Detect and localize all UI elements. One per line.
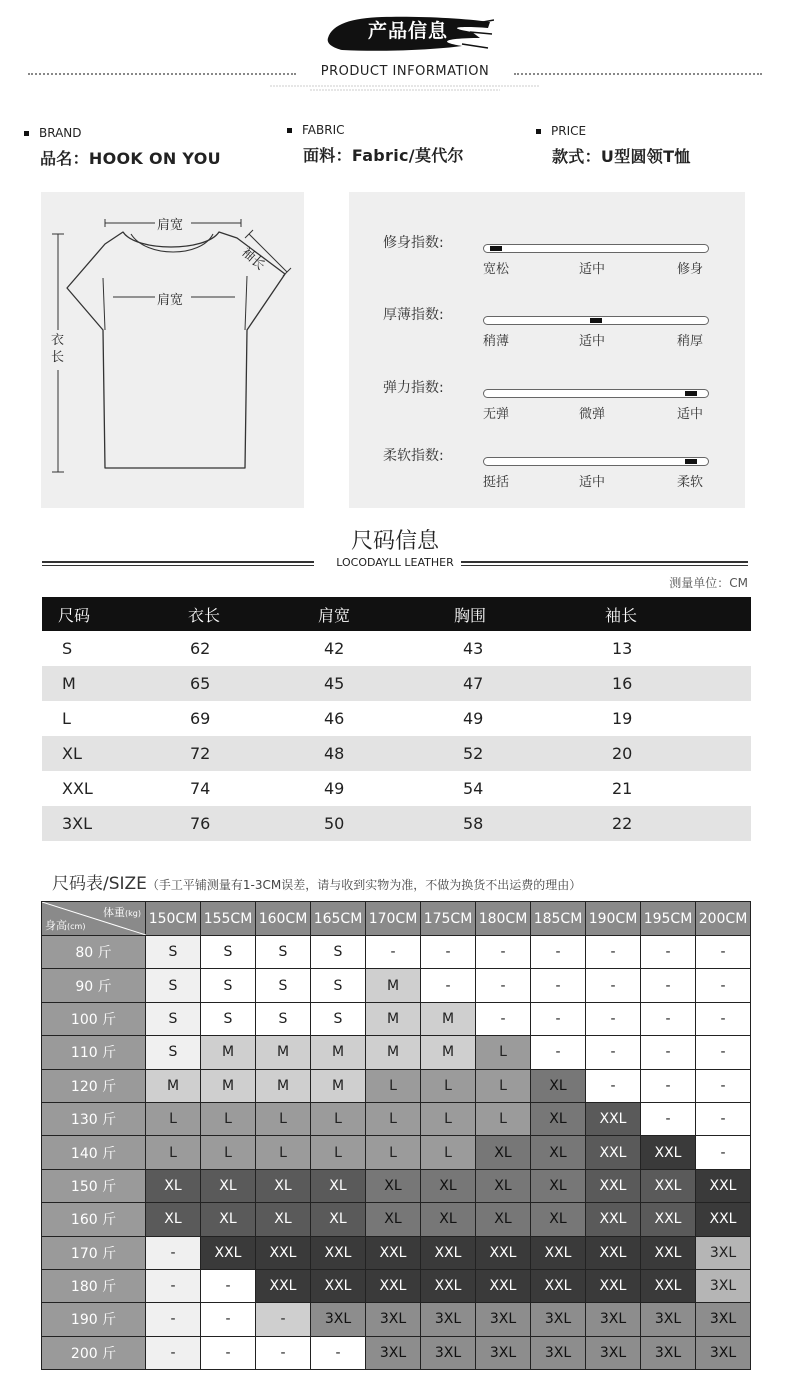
index-bar — [483, 457, 709, 466]
fabric-value: 面料：Fabric/莫代尔 — [303, 146, 464, 165]
height-column-header: 190CM — [586, 902, 641, 936]
size-recommendation-matrix — [41, 901, 751, 1370]
matrix-row — [42, 1169, 751, 1202]
index-label-low: 宽松 — [483, 262, 510, 277]
size-cell: L — [256, 1102, 311, 1135]
size-cell: L — [201, 1102, 256, 1135]
index-label-low: 无弹 — [483, 407, 510, 422]
column-header: 胸围 — [454, 605, 487, 625]
weight-row-header: 190 斤 — [42, 1303, 146, 1336]
size-cell: - — [201, 1303, 256, 1336]
size-table — [42, 597, 751, 841]
fabric-index-panel — [349, 192, 745, 508]
size-cell: XXL — [476, 1236, 531, 1269]
size-cell: - — [421, 969, 476, 1002]
height-column-header: 170CM — [366, 902, 421, 936]
table-row — [42, 771, 751, 806]
column-header: 袖长 — [605, 605, 638, 625]
size-cell: XL — [256, 1169, 311, 1202]
table-cell: 46 — [324, 709, 345, 728]
weight-row-header: 110 斤 — [42, 1036, 146, 1069]
size-cell: L — [421, 1102, 476, 1135]
index-label-low: 挺括 — [483, 475, 510, 490]
matrix-row — [42, 1236, 751, 1269]
measurement-unit: 测量单位：CM — [669, 576, 748, 590]
table-cell: 13 — [612, 639, 633, 658]
height-column-header: 165CM — [311, 902, 366, 936]
size-cell: S — [256, 936, 311, 969]
size-cell: - — [696, 1136, 751, 1169]
index-name: 修身指数: — [383, 235, 444, 251]
size-cell: XXL — [641, 1269, 696, 1302]
size-chart-note: （手工平铺测量有1-3CM误差，请与收到实物为准，不做为换货不出运费的理由） — [146, 878, 582, 892]
height-column-header: 195CM — [641, 902, 696, 936]
weight-row-header: 140 斤 — [42, 1136, 146, 1169]
table-cell: XL — [62, 744, 82, 763]
height-column-header: 155CM — [201, 902, 256, 936]
corner-weight-label: 体重(kg) — [103, 906, 141, 919]
size-cell: 3XL — [641, 1336, 696, 1369]
size-cell: M — [311, 1036, 366, 1069]
matrix-row — [42, 969, 751, 1002]
size-cell: 3XL — [641, 1303, 696, 1336]
table-cell: 47 — [463, 674, 484, 693]
size-cell: 3XL — [586, 1303, 641, 1336]
size-cell: S — [201, 936, 256, 969]
brand-info — [24, 126, 221, 169]
size-cell: XXL — [586, 1269, 641, 1302]
weight-row-header: 90 斤 — [42, 969, 146, 1002]
size-chart-heading: 尺码表/SIZE — [52, 874, 147, 894]
index-marker — [685, 391, 697, 396]
table-row — [42, 806, 751, 841]
size-cell: XL — [531, 1169, 586, 1202]
table-cell: 58 — [463, 814, 484, 833]
size-cell: M — [201, 1069, 256, 1102]
matrix-row — [42, 1269, 751, 1302]
size-chart-title — [52, 869, 581, 894]
weight-row-header: 160 斤 — [42, 1203, 146, 1236]
size-cell: - — [696, 1002, 751, 1035]
size-cell: XL — [311, 1203, 366, 1236]
corner-height-label: 身高(cm) — [45, 919, 86, 932]
size-cell: - — [531, 969, 586, 1002]
size-cell: - — [366, 936, 421, 969]
size-cell: XL — [531, 1069, 586, 1102]
shoulder-label-mid: 肩宽 — [157, 293, 184, 308]
size-cell: XL — [531, 1203, 586, 1236]
size-cell: 3XL — [531, 1336, 586, 1369]
size-cell: - — [256, 1303, 311, 1336]
size-cell: XXL — [311, 1236, 366, 1269]
size-cell: XXL — [421, 1236, 476, 1269]
size-cell: - — [201, 1269, 256, 1302]
size-info-subtitle: LOCODAYLL LEATHER — [336, 556, 454, 569]
size-cell: XXL — [421, 1269, 476, 1302]
brand-label: BRAND — [39, 126, 82, 140]
table-cell: 74 — [190, 779, 211, 798]
index-bar — [483, 316, 709, 325]
page-title: 产品信息 — [367, 20, 448, 42]
table-cell: XXL — [62, 779, 93, 798]
table-row — [42, 736, 751, 771]
size-cell: - — [641, 1002, 696, 1035]
bullet-icon — [536, 129, 541, 134]
table-cell: 21 — [612, 779, 633, 798]
index-name: 弹力指数: — [383, 380, 444, 396]
size-cell: L — [366, 1136, 421, 1169]
size-cell: - — [696, 1069, 751, 1102]
brand-value: 品名：HOOK ON YOU — [40, 149, 221, 168]
size-cell: S — [311, 969, 366, 1002]
height-column-header: 160CM — [256, 902, 311, 936]
price-label: PRICE — [551, 124, 587, 138]
index-marker — [590, 318, 602, 323]
size-cell: - — [641, 1102, 696, 1135]
size-cell: - — [476, 1002, 531, 1035]
size-cell: XL — [311, 1169, 366, 1202]
table-cell: 22 — [612, 814, 633, 833]
size-cell: XL — [146, 1203, 201, 1236]
size-cell: - — [586, 936, 641, 969]
table-cell: L — [62, 709, 71, 728]
size-cell: XL — [476, 1169, 531, 1202]
fabric-info — [287, 123, 464, 166]
size-cell: - — [641, 936, 696, 969]
size-cell: 3XL — [696, 1303, 751, 1336]
matrix-row — [42, 1102, 751, 1135]
size-cell: L — [146, 1136, 201, 1169]
size-cell: L — [476, 1069, 531, 1102]
size-cell: M — [201, 1036, 256, 1069]
weight-row-header: 170 斤 — [42, 1236, 146, 1269]
size-cell: S — [311, 936, 366, 969]
table-cell: 52 — [463, 744, 484, 763]
size-cell: XXL — [311, 1269, 366, 1302]
size-cell: - — [696, 936, 751, 969]
size-cell: XXL — [586, 1102, 641, 1135]
size-cell: XL — [366, 1203, 421, 1236]
header-divider-left — [28, 73, 296, 75]
matrix-row — [42, 1336, 751, 1369]
table-cell: 45 — [324, 674, 345, 693]
matrix-row — [42, 1036, 751, 1069]
price-info — [536, 124, 691, 167]
size-cell: 3XL — [421, 1303, 476, 1336]
index-label-low: 稍薄 — [483, 334, 510, 349]
size-cell: - — [311, 1336, 366, 1369]
size-cell: S — [146, 969, 201, 1002]
size-cell: M — [146, 1069, 201, 1102]
fabric-label: FABRIC — [302, 123, 345, 137]
sleeve-label: 袖长 — [238, 244, 268, 274]
size-cell: 3XL — [311, 1303, 366, 1336]
size-cell: M — [421, 1002, 476, 1035]
size-cell: XXL — [641, 1236, 696, 1269]
table-cell: 16 — [612, 674, 633, 693]
size-cell: - — [476, 936, 531, 969]
size-cell: - — [146, 1269, 201, 1302]
size-cell: - — [586, 1069, 641, 1102]
weight-row-header: 130 斤 — [42, 1102, 146, 1135]
size-cell: 3XL — [696, 1269, 751, 1302]
weight-row-header: 80 斤 — [42, 936, 146, 969]
size-cell: - — [586, 1036, 641, 1069]
size-cell: S — [256, 969, 311, 1002]
size-cell: 3XL — [696, 1236, 751, 1269]
size-cell: XL — [476, 1203, 531, 1236]
size-cell: S — [146, 1002, 201, 1035]
size-cell: XXL — [586, 1236, 641, 1269]
size-cell: - — [531, 1036, 586, 1069]
size-cell: XXL — [366, 1269, 421, 1302]
table-cell: 69 — [190, 709, 211, 728]
size-cell: L — [201, 1136, 256, 1169]
size-cell: - — [641, 1069, 696, 1102]
matrix-row — [42, 1203, 751, 1236]
size-cell: XXL — [586, 1169, 641, 1202]
size-cell: XXL — [641, 1169, 696, 1202]
size-cell: L — [421, 1069, 476, 1102]
index-marker — [685, 459, 697, 464]
matrix-row — [42, 1002, 751, 1035]
size-cell: L — [256, 1136, 311, 1169]
size-cell: S — [256, 1002, 311, 1035]
table-row — [42, 631, 751, 666]
size-cell: 3XL — [366, 1336, 421, 1369]
table-cell: S — [62, 639, 73, 658]
size-cell: 3XL — [586, 1336, 641, 1369]
column-header: 尺码 — [58, 605, 91, 625]
table-cell: 3XL — [62, 814, 93, 833]
height-column-header: 180CM — [476, 902, 531, 936]
table-cell: 76 — [190, 814, 211, 833]
size-cell: - — [641, 969, 696, 1002]
size-cell: L — [311, 1102, 366, 1135]
index-label-high: 柔软 — [677, 475, 704, 490]
size-cell: - — [201, 1336, 256, 1369]
size-cell: 3XL — [366, 1303, 421, 1336]
size-table-header — [42, 597, 751, 631]
table-cell: 19 — [612, 709, 633, 728]
table-cell: 48 — [324, 744, 345, 763]
size-cell: M — [366, 1002, 421, 1035]
matrix-row — [42, 1069, 751, 1102]
size-cell: S — [146, 936, 201, 969]
size-cell: - — [586, 1002, 641, 1035]
height-column-header: 200CM — [696, 902, 751, 936]
size-cell: XXL — [586, 1136, 641, 1169]
height-column-header: 175CM — [421, 902, 476, 936]
table-cell: 20 — [612, 744, 633, 763]
length-label: 衣长 — [51, 333, 65, 365]
fine-print-decoration — [270, 84, 540, 92]
size-cell: XL — [366, 1169, 421, 1202]
column-header: 肩宽 — [318, 605, 351, 625]
size-cell: L — [366, 1102, 421, 1135]
size-cell: - — [696, 1036, 751, 1069]
weight-row-header: 120 斤 — [42, 1069, 146, 1102]
size-cell: S — [201, 1002, 256, 1035]
size-cell: 3XL — [476, 1336, 531, 1369]
height-column-header: 150CM — [146, 902, 201, 936]
size-cell: 3XL — [421, 1336, 476, 1369]
matrix-row — [42, 936, 751, 969]
size-cell: M — [311, 1069, 366, 1102]
size-cell: XXL — [696, 1203, 751, 1236]
size-cell: - — [146, 1336, 201, 1369]
table-row — [42, 666, 751, 701]
matrix-row — [42, 1303, 751, 1336]
shoulder-label-top: 肩宽 — [157, 218, 184, 233]
page-subtitle: PRODUCT INFORMATION — [320, 64, 490, 79]
size-cell: XL — [531, 1102, 586, 1135]
weight-row-header: 100 斤 — [42, 1002, 146, 1035]
size-cell: XXL — [366, 1236, 421, 1269]
table-row — [42, 701, 751, 736]
weight-row-header: 200 斤 — [42, 1336, 146, 1369]
size-cell: - — [476, 969, 531, 1002]
table-cell: 72 — [190, 744, 211, 763]
index-label-high: 修身 — [677, 262, 704, 277]
size-cell: 3XL — [531, 1303, 586, 1336]
index-label-high: 适中 — [677, 407, 704, 422]
size-cell: XL — [201, 1203, 256, 1236]
size-cell: XL — [201, 1169, 256, 1202]
size-cell: XL — [531, 1136, 586, 1169]
bullet-icon — [24, 131, 29, 136]
size-cell: S — [146, 1036, 201, 1069]
header-divider-right — [514, 73, 762, 75]
size-cell: XXL — [641, 1136, 696, 1169]
size-cell: M — [366, 969, 421, 1002]
table-cell: 54 — [463, 779, 484, 798]
weight-row-header: 180 斤 — [42, 1269, 146, 1302]
size-cell: XXL — [531, 1269, 586, 1302]
tshirt-diagram-panel — [41, 192, 304, 508]
size-cell: XL — [476, 1136, 531, 1169]
size-cell: XL — [421, 1203, 476, 1236]
size-cell: M — [366, 1036, 421, 1069]
index-bar — [483, 389, 709, 398]
table-cell: 49 — [324, 779, 345, 798]
size-cell: - — [531, 1002, 586, 1035]
size-cell: S — [311, 1002, 366, 1035]
size-info-title: 尺码信息 — [350, 529, 439, 554]
size-cell: - — [421, 936, 476, 969]
size-cell: - — [641, 1036, 696, 1069]
size-cell: S — [201, 969, 256, 1002]
size-cell: XXL — [531, 1236, 586, 1269]
size-cell: M — [256, 1069, 311, 1102]
table-cell: 50 — [324, 814, 345, 833]
index-label-high: 稍厚 — [677, 334, 704, 349]
table-cell: 65 — [190, 674, 211, 693]
table-cell: M — [62, 674, 76, 693]
size-cell: XXL — [476, 1269, 531, 1302]
size-cell: L — [476, 1036, 531, 1069]
size-cell: XL — [421, 1169, 476, 1202]
size-cell: - — [146, 1236, 201, 1269]
index-label-mid: 适中 — [579, 262, 606, 277]
size-cell: L — [476, 1102, 531, 1135]
size-cell: - — [256, 1336, 311, 1369]
index-bar — [483, 244, 709, 253]
price-value: 款式：U型圆领T恤 — [552, 147, 691, 166]
index-label-mid: 微弹 — [579, 407, 606, 422]
size-cell: XL — [256, 1203, 311, 1236]
table-cell: 43 — [463, 639, 484, 658]
index-name: 柔软指数: — [383, 448, 444, 464]
column-header: 衣长 — [188, 605, 221, 625]
size-cell: XXL — [201, 1236, 256, 1269]
index-marker — [490, 246, 502, 251]
weight-row-header: 150 斤 — [42, 1169, 146, 1202]
size-cell: XXL — [586, 1203, 641, 1236]
matrix-corner — [42, 902, 146, 936]
table-cell: 42 — [324, 639, 345, 658]
table-cell: 49 — [463, 709, 484, 728]
size-cell: - — [146, 1303, 201, 1336]
size-cell: 3XL — [696, 1336, 751, 1369]
size-cell: XL — [146, 1169, 201, 1202]
size-cell: - — [696, 969, 751, 1002]
height-column-header: 185CM — [531, 902, 586, 936]
table-cell: 62 — [190, 639, 211, 658]
size-cell: - — [586, 969, 641, 1002]
size-cell: L — [366, 1069, 421, 1102]
index-label-mid: 适中 — [579, 334, 606, 349]
matrix-row — [42, 1136, 751, 1169]
size-cell: M — [256, 1036, 311, 1069]
size-cell: XXL — [256, 1236, 311, 1269]
size-cell: M — [421, 1036, 476, 1069]
size-cell: L — [421, 1136, 476, 1169]
size-cell: - — [531, 936, 586, 969]
size-cell: - — [696, 1102, 751, 1135]
size-cell: L — [146, 1102, 201, 1135]
index-name: 厚薄指数: — [383, 307, 444, 323]
size-cell: XXL — [641, 1203, 696, 1236]
size-cell: XXL — [696, 1169, 751, 1202]
size-cell: 3XL — [476, 1303, 531, 1336]
index-label-mid: 适中 — [579, 475, 606, 490]
bullet-icon — [287, 128, 292, 133]
size-cell: XXL — [256, 1269, 311, 1302]
tshirt-outline — [41, 192, 304, 508]
size-cell: L — [311, 1136, 366, 1169]
